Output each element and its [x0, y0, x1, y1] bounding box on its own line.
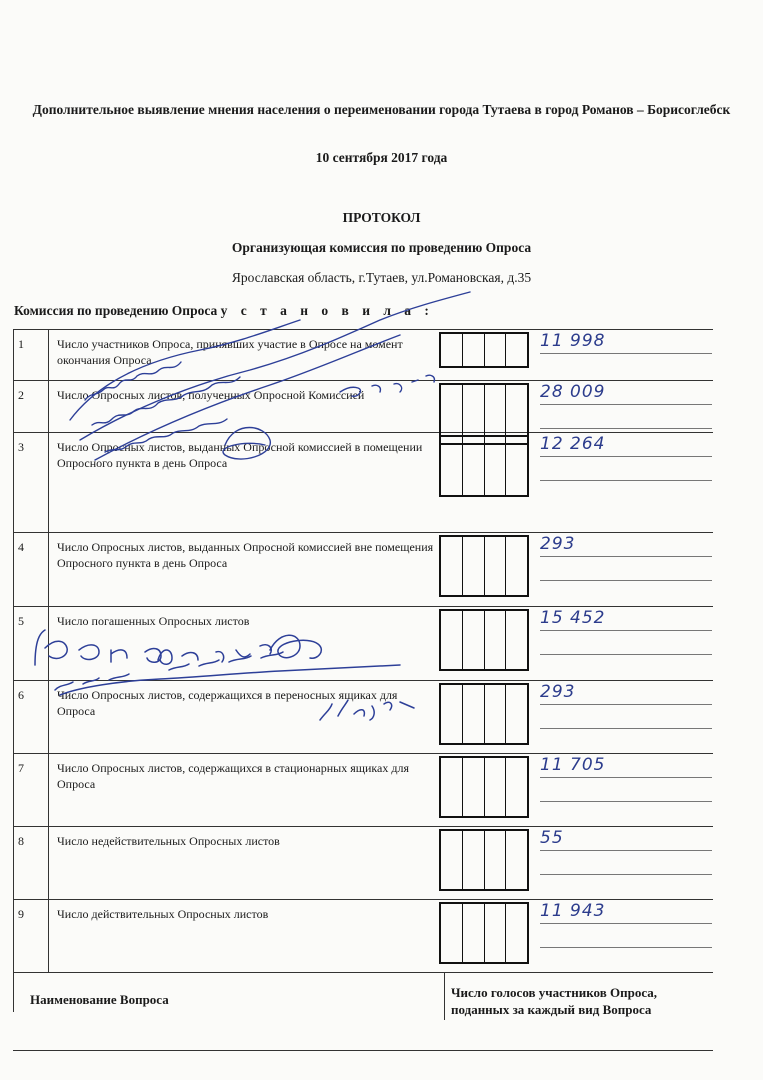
table-value-divider: [444, 972, 445, 1020]
value-underline: [540, 404, 712, 405]
row-divider: [13, 380, 713, 381]
digit-box: [441, 437, 463, 495]
digit-box: [441, 334, 463, 366]
row-divider: [13, 432, 713, 433]
row-label: Число Опросных листов, полученных Опросной Комиссией: [57, 388, 365, 402]
value-underline: [540, 923, 712, 924]
commission-verb: у с т а н о в и л а :: [220, 303, 434, 318]
value-underline: [540, 801, 712, 802]
value-underline: [540, 580, 712, 581]
digit-box: [463, 334, 485, 366]
table-number-divider: [48, 329, 49, 972]
digit-box: [485, 537, 507, 595]
handwritten-value: 11 998: [540, 331, 606, 351]
value-underline: [540, 480, 712, 481]
row-label: Число Опросных листов, выданных Опросной комиссией в помещении Опросного пункта в день Опроса: [57, 440, 423, 470]
digit-box: [485, 904, 507, 962]
commission-statement: [14, 303, 434, 319]
handwritten-value: 293: [540, 534, 576, 554]
digit-boxes: [439, 535, 529, 597]
digit-box: [463, 537, 485, 595]
handwritten-value: 15 452: [540, 608, 606, 628]
row-divider: [13, 532, 713, 533]
votes-label: Число голосов участников Опроса, поданных за каждый вид Вопроса: [451, 985, 658, 1017]
organizer-heading: Организующая комиссия по проведению Опроса: [231, 240, 532, 255]
row-number: 5: [18, 614, 24, 628]
table-left-border: [13, 329, 14, 1012]
row-number: 4: [18, 540, 24, 554]
digit-box: [463, 611, 485, 669]
row-label: Число Опросных листов, содержащихся в переносных ящиках для Опроса: [57, 688, 398, 718]
digit-box: [506, 685, 527, 743]
value-underline: [540, 874, 712, 875]
row-number: 2: [18, 388, 24, 402]
digit-box: [441, 831, 463, 889]
row-divider: [13, 826, 713, 827]
page-bottom-rule: [13, 1050, 713, 1051]
row-number: 1: [18, 337, 24, 351]
digit-boxes: [439, 609, 529, 671]
digit-box: [441, 685, 463, 743]
digit-box: [506, 334, 527, 366]
digit-box: [485, 685, 507, 743]
value-underline: [540, 630, 712, 631]
row-label: Число недействительных Опросных листов: [57, 834, 280, 848]
row-number: 7: [18, 761, 24, 775]
commission-prefix: Комиссия по проведению Опроса: [14, 303, 218, 318]
value-underline: [540, 654, 712, 655]
value-underline: [540, 850, 712, 851]
row-divider: [13, 680, 713, 681]
row-label: Число действительных Опросных листов: [57, 907, 269, 921]
row-number: 6: [18, 688, 24, 702]
row-number: 8: [18, 834, 24, 848]
handwritten-value: 11 705: [540, 755, 606, 775]
digit-boxes: [439, 683, 529, 745]
document-date: 10 сентября 2017 года: [315, 150, 448, 165]
digit-box: [506, 904, 527, 962]
digit-box: [463, 437, 485, 495]
row-label: Число погашенных Опросных листов: [57, 614, 250, 628]
digit-box: [485, 334, 507, 366]
protocol-heading: ПРОТОКОЛ: [342, 210, 421, 225]
value-underline: [540, 704, 712, 705]
value-underline: [540, 556, 712, 557]
digit-boxes: [439, 756, 529, 818]
question-name-label: Наименование Вопроса: [30, 992, 169, 1007]
digit-box: [463, 831, 485, 889]
handwritten-value: 11 943: [540, 901, 606, 921]
value-underline: [540, 777, 712, 778]
address-line: Ярославская область, г.Тутаев, ул.Романовская, д.35: [231, 270, 532, 285]
digit-boxes: [439, 829, 529, 891]
digit-box: [485, 611, 507, 669]
digit-box: [441, 904, 463, 962]
digit-box: [506, 537, 527, 595]
row-label: Число Опросных листов, выданных Опросной комиссией вне помещения Опросного пункта в день Опроса: [57, 540, 434, 570]
digit-box: [485, 831, 507, 889]
digit-box: [506, 831, 527, 889]
value-underline: [540, 728, 712, 729]
handwritten-value: 12 264: [540, 434, 606, 454]
row-divider: [13, 899, 713, 900]
digit-box: [506, 758, 527, 816]
row-divider: [13, 606, 713, 607]
digit-box: [506, 437, 527, 495]
handwritten-value: 55: [540, 828, 564, 848]
row-divider: [13, 329, 713, 330]
digit-box: [485, 437, 507, 495]
row-divider: [13, 972, 713, 973]
digit-box: [441, 537, 463, 595]
digit-box: [463, 904, 485, 962]
digit-box: [441, 758, 463, 816]
value-underline: [540, 456, 712, 457]
row-label: Число Опросных листов, содержащихся в стационарных ящиках для Опроса: [57, 761, 409, 791]
digit-boxes: [439, 332, 529, 368]
value-underline: [540, 947, 712, 948]
value-underline: [540, 428, 712, 429]
value-underline: [540, 353, 712, 354]
digit-box: [463, 758, 485, 816]
row-label: Число участников Опроса, принявших участие в Опросе на момент окончания Опроса: [57, 337, 403, 367]
row-number: 3: [18, 440, 24, 454]
digit-box: [441, 611, 463, 669]
handwritten-value: 28 009: [540, 382, 606, 402]
digit-box: [485, 758, 507, 816]
digit-box: [463, 685, 485, 743]
digit-box: [506, 611, 527, 669]
row-number: 9: [18, 907, 24, 921]
document-title: Дополнительное выявление мнения населения о переименовании города Тутаева в город Романов – Борисоглебск: [32, 102, 731, 117]
row-divider: [13, 753, 713, 754]
digit-boxes: [439, 902, 529, 964]
digit-boxes: [439, 435, 529, 497]
handwritten-value: 293: [540, 682, 576, 702]
